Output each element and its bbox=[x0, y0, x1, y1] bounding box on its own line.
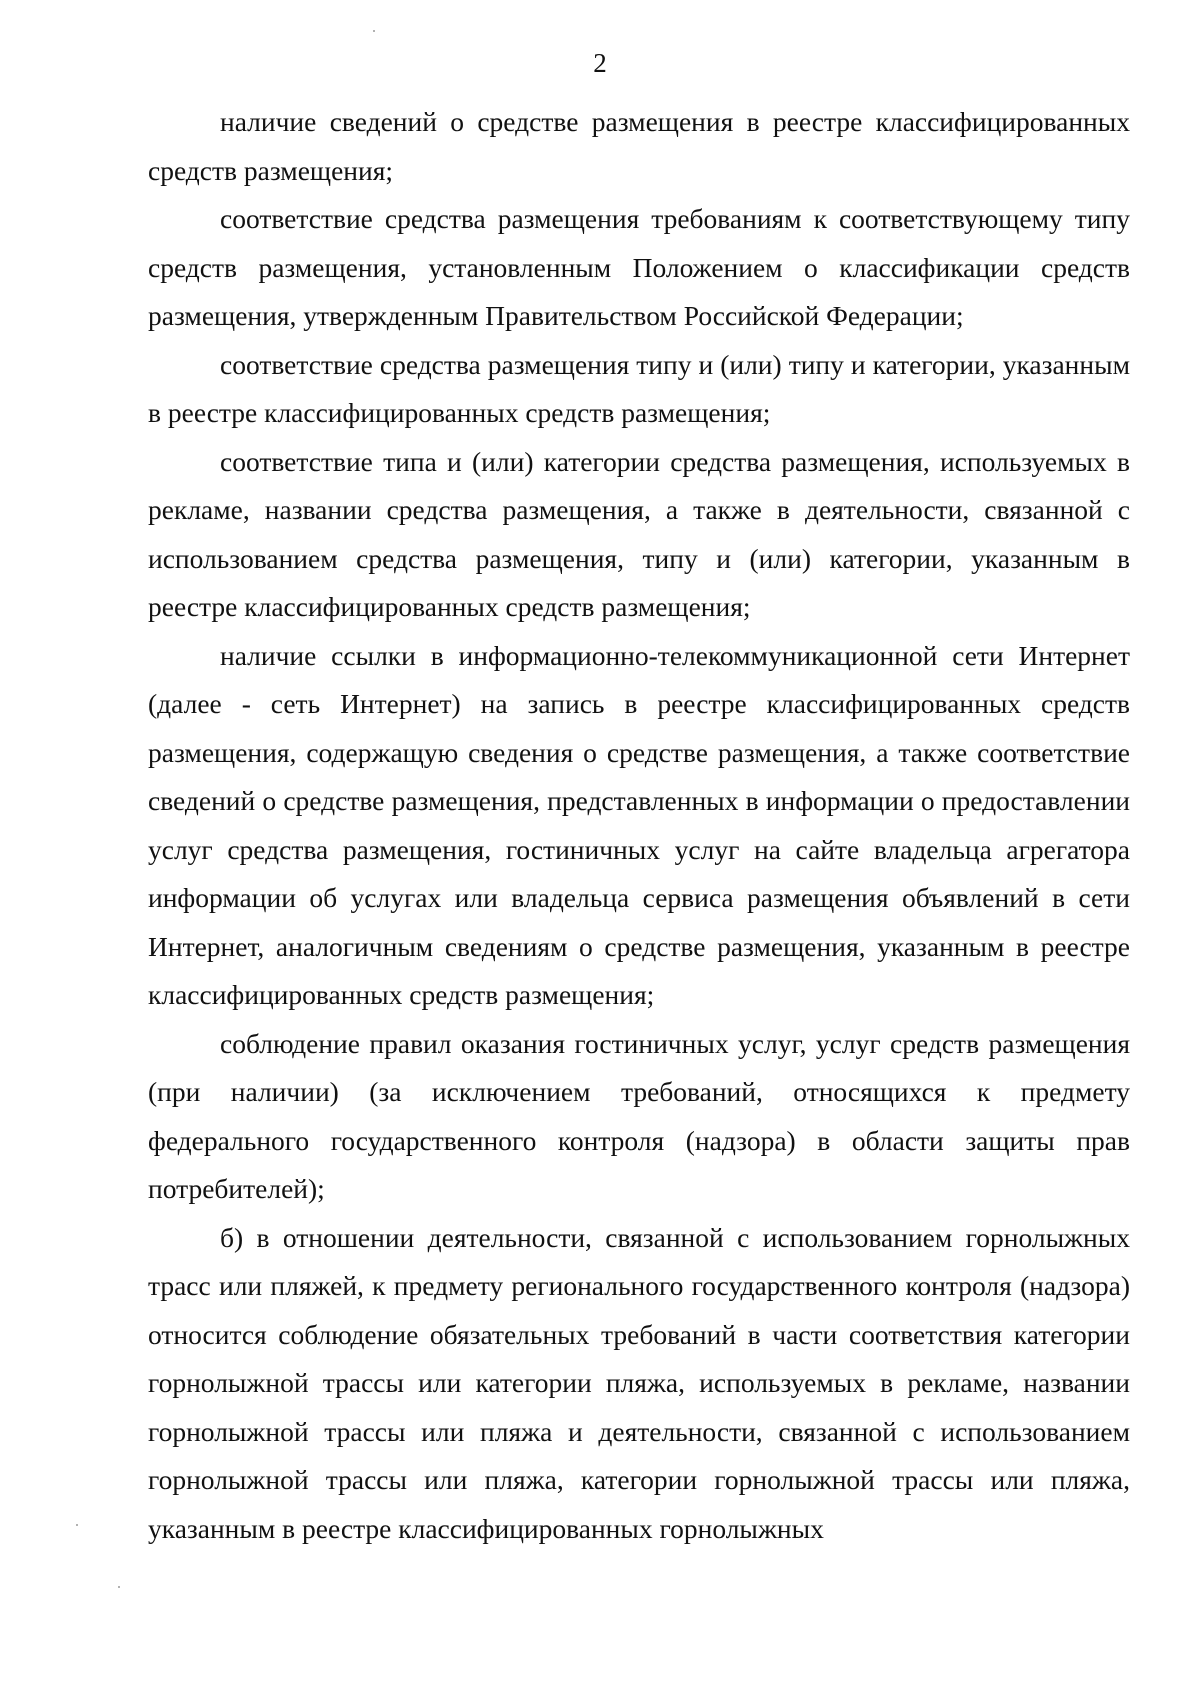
paragraph-advertising-compliance: соответствие типа и (или) категории средства размещения, используемых в рекламе, названии средства размещения, а также в деятельности, связанной с использованием средства размещения, типу и (или) категории, указанным в реестре классифицированных средств размещения; bbox=[148, 445, 1130, 622]
document-body bbox=[148, 98, 1130, 1553]
paragraph-type-requirements: соответствие средства размещения требованиям к соответствующему типу средств размещения, установленным Положением о классификации средств размещения, утвержденным Правительством Российской Федерации; bbox=[148, 203, 1130, 331]
scan-speck bbox=[373, 30, 375, 32]
paragraph-internet-link: наличие ссылки в информационно-телекоммуникационной сети Интернет (далее - сеть Интернет) на запись в реестре классифицированных средств размещения, содержащую сведения о средстве размещения, а также соответствие сведений о средстве размещения, представленных в информации о предоставлении услуг средства размещения, гостиничных услуг на сайте владельца агрегатора информации об услугах или владельца сервиса размещения объявлений в сети Интернет, аналогичным сведениям о средстве размещения, указанным в реестре классифицированных средств размещения; bbox=[148, 639, 1130, 1010]
paragraph-registry-info: наличие сведений о средстве размещения в реестре классифицированных средств размещения; bbox=[148, 106, 1130, 186]
page-number: 2 bbox=[593, 48, 607, 78]
paragraph-type-category: соответствие средства размещения типу и (или) типу и категории, указанным в реестре классифицированных средств размещения; bbox=[148, 348, 1130, 428]
scan-speck bbox=[118, 1586, 120, 1588]
scan-speck bbox=[76, 1524, 78, 1526]
paragraph-hotel-services-rules: соблюдение правил оказания гостиничных услуг, услуг средств размещения (при наличии) (за исключением требований, относящихся к предмету федерального государственного контроля (надзора) в области защиты прав потребителей); bbox=[148, 1027, 1130, 1204]
paragraph-ski-slopes-beaches: б) в отношении деятельности, связанной с использованием горнолыжных трасс или пляжей, к предмету регионального государственного контроля (надзора) относится соблюдение обязательных требований в части соответствия категории горнолыжной трассы или категории пляжа, используемых в рекламе, названии горнолыжной трассы или пляжа и деятельности, связанной с использованием горнолыжной трассы или пляжа, категории горнолыжной трассы или пляжа, указанным в реестре классифицированных горнолыжных bbox=[148, 1221, 1130, 1544]
